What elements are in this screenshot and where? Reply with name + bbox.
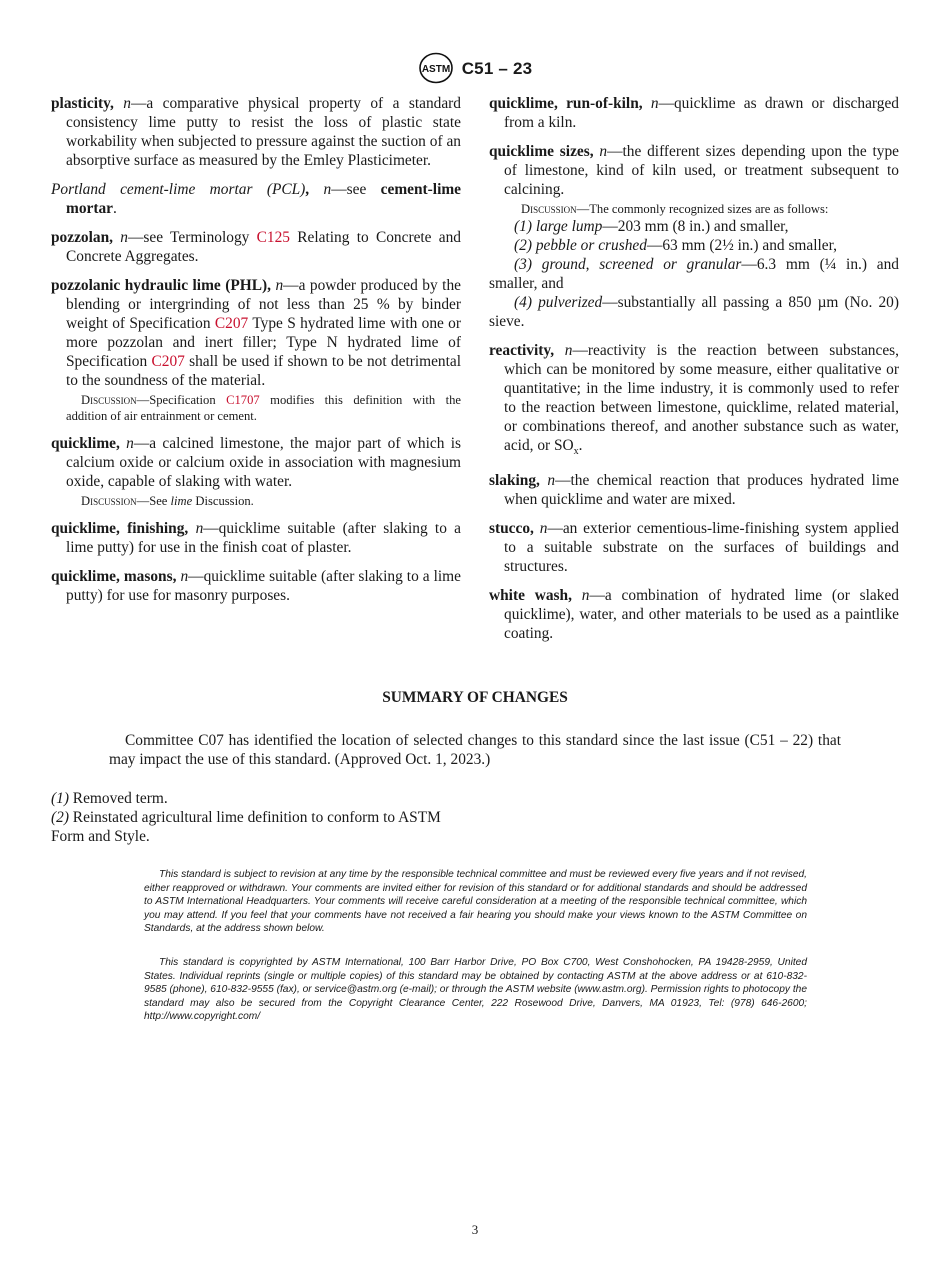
definition-pcl: Portland cement-lime mortar (PCL), n—see cement-lime mortar. [51,181,461,217]
page-number: 3 [471,1222,479,1237]
definition-plasticity: plasticity, n—a comparative physical property of a standard consistency lime putty to resist the loss of plastic state workability when subjected to pressure against the suction of an absorptive surface as measured by the Emley Plasticimeter. [51,95,461,169]
size-item: (3) ground, screened or granular—6.3 mm (¼ in.) and smaller, and [489,256,899,292]
size-item: (4) pulverized—substantially all passing a 850 µm (No. 20) sieve. [489,294,899,330]
discussion-phl: Discussion—Specification C1707 modifies this definition with the addition of air entrainment or cement. [66,393,461,423]
definition-phl: pozzolanic hydraulic lime (PHL), n—a powder produced by the blending or intergrinding of not less than 25 % by binder weight of Specification C207 Type S hydrated lime with one or more pozzolan and inert filler; Type N hydrated lime of Specification C207 shall be used if shown to be not detrimental to the soundness of the material. [51,277,462,389]
ref-link-c207[interactable]: C207 [151,353,185,370]
definition-quicklime-finishing: quicklime, finishing, n—quicklime suitable (after slaking to a lime putty) for use in the finish coat of plaster. [51,520,461,556]
definition-quicklime-masons: quicklime, masons, n—quicklime suitable (after slaking to a lime putty) for use for masonry purposes. [51,568,461,604]
size-item: (1) large lump—203 mm (8 in.) and smaller, [514,218,789,235]
discussion-sizes: Discussion—The commonly recognized sizes are as follows: [521,202,829,216]
definition-stucco: stucco, n—an exterior cementious-lime-finishing system applied to a suitable substrate on the surfaces of buildings and structures. [489,520,899,576]
left-column [51,94,461,615]
change-item: (2) Reinstated agricultural lime definition to conform to ASTM Form and Style. [51,809,441,845]
copyright-notice: This standard is copyrighted by ASTM International, 100 Barr Harbor Drive, PO Box C700, West Conshohocken, PA 19428-2959, United States. Individual reprints (single or multiple copies) of this standard may be obtained by contacting ASTM at the above address or at 610-832-9585 (phone), 610-832-9555 (fax), or service@astm.org (e-mail); or through the ASTM website (www.astm.org). Permission rights to photocopy the standard may also be secured from the Copyright Clearance Center, 222 Rosewood Drive, Danvers, MA 01923, Tel: (978) 646-2600; http://www.copyright.com/ [144,957,807,1023]
standard-designation: C51 – 23 [461,58,533,78]
logo-text: ASTM [421,64,450,75]
summary-text: Committee C07 has identified the location of selected changes to this standard since the last issue (C51 – 22) that may impact the use of this standard. (Approved Oct. 1, 2023.) [109,732,841,768]
discussion-quicklime: Discussion—See lime Discussion. [81,494,254,508]
size-item: (2) pebble or crushed—63 mm (2½ in.) and smaller, [514,237,837,254]
page-header [0,52,950,84]
definition-slaking: slaking, n—the chemical reaction that produces hydrated lime when quicklime and water are mixed. [489,472,899,509]
ref-link-c207[interactable]: C207 [214,315,249,332]
definition-pozzolan: pozzolan, n—see Terminology C125 Relating to Concrete and Concrete Aggregates. [51,229,462,265]
ref-link-c125[interactable]: C125 [256,229,290,246]
right-column [489,94,899,653]
definition-quicklime: quicklime, n—a calcined limestone, the major part of which is calcium oxide or calcium oxide in association with magnesium oxide, capable of slaking with water. [51,435,461,490]
definition-quicklime-sizes: quicklime sizes, n—the different sizes depending upon the type of limestone, kind of kiln used, or treatment subsequent to calcining. [489,143,899,198]
definition-white-wash: white wash, n—a combination of hydrated lime (or slaked quicklime), water, and other materials to be used as a paintlike coating. [489,587,899,643]
summary-title: SUMMARY OF CHANGES [382,689,568,706]
ref-link-c1707[interactable]: C1707 [226,393,260,407]
changes-list [51,789,461,846]
definition-quicklime-run-of-kiln: quicklime, run-of-kiln, n—quicklime as drawn or discharged from a kiln. [489,95,899,131]
change-item: (1) Removed term. [51,790,168,807]
definition-reactivity: reactivity, n—reactivity is the reaction between substances, which can be monitored by some measure, either qualitative or quantitative; in the lime industry, it is commonly used to refer to the reaction between limestone, quicklime, related material, or combinations thereof, and another substance such as water, acid, or $SO_x$. [489,342,899,458]
revision-notice: This standard is subject to revision at any time by the responsible technical committee and must be reviewed every five years and if not revised, either reapproved or withdrawn. Your comments are invited either for revision of this standard or for additional standards and should be addressed to ASTM International Headquarters. Your comments will receive careful consideration at a meeting of the responsible technical committee, which you may attend. If you feel that your comments have not received a fair hearing you should make your views known to the ASTM Committee on Standards, at the address shown below. [144,869,807,935]
astm-logo-icon [418,52,454,84]
